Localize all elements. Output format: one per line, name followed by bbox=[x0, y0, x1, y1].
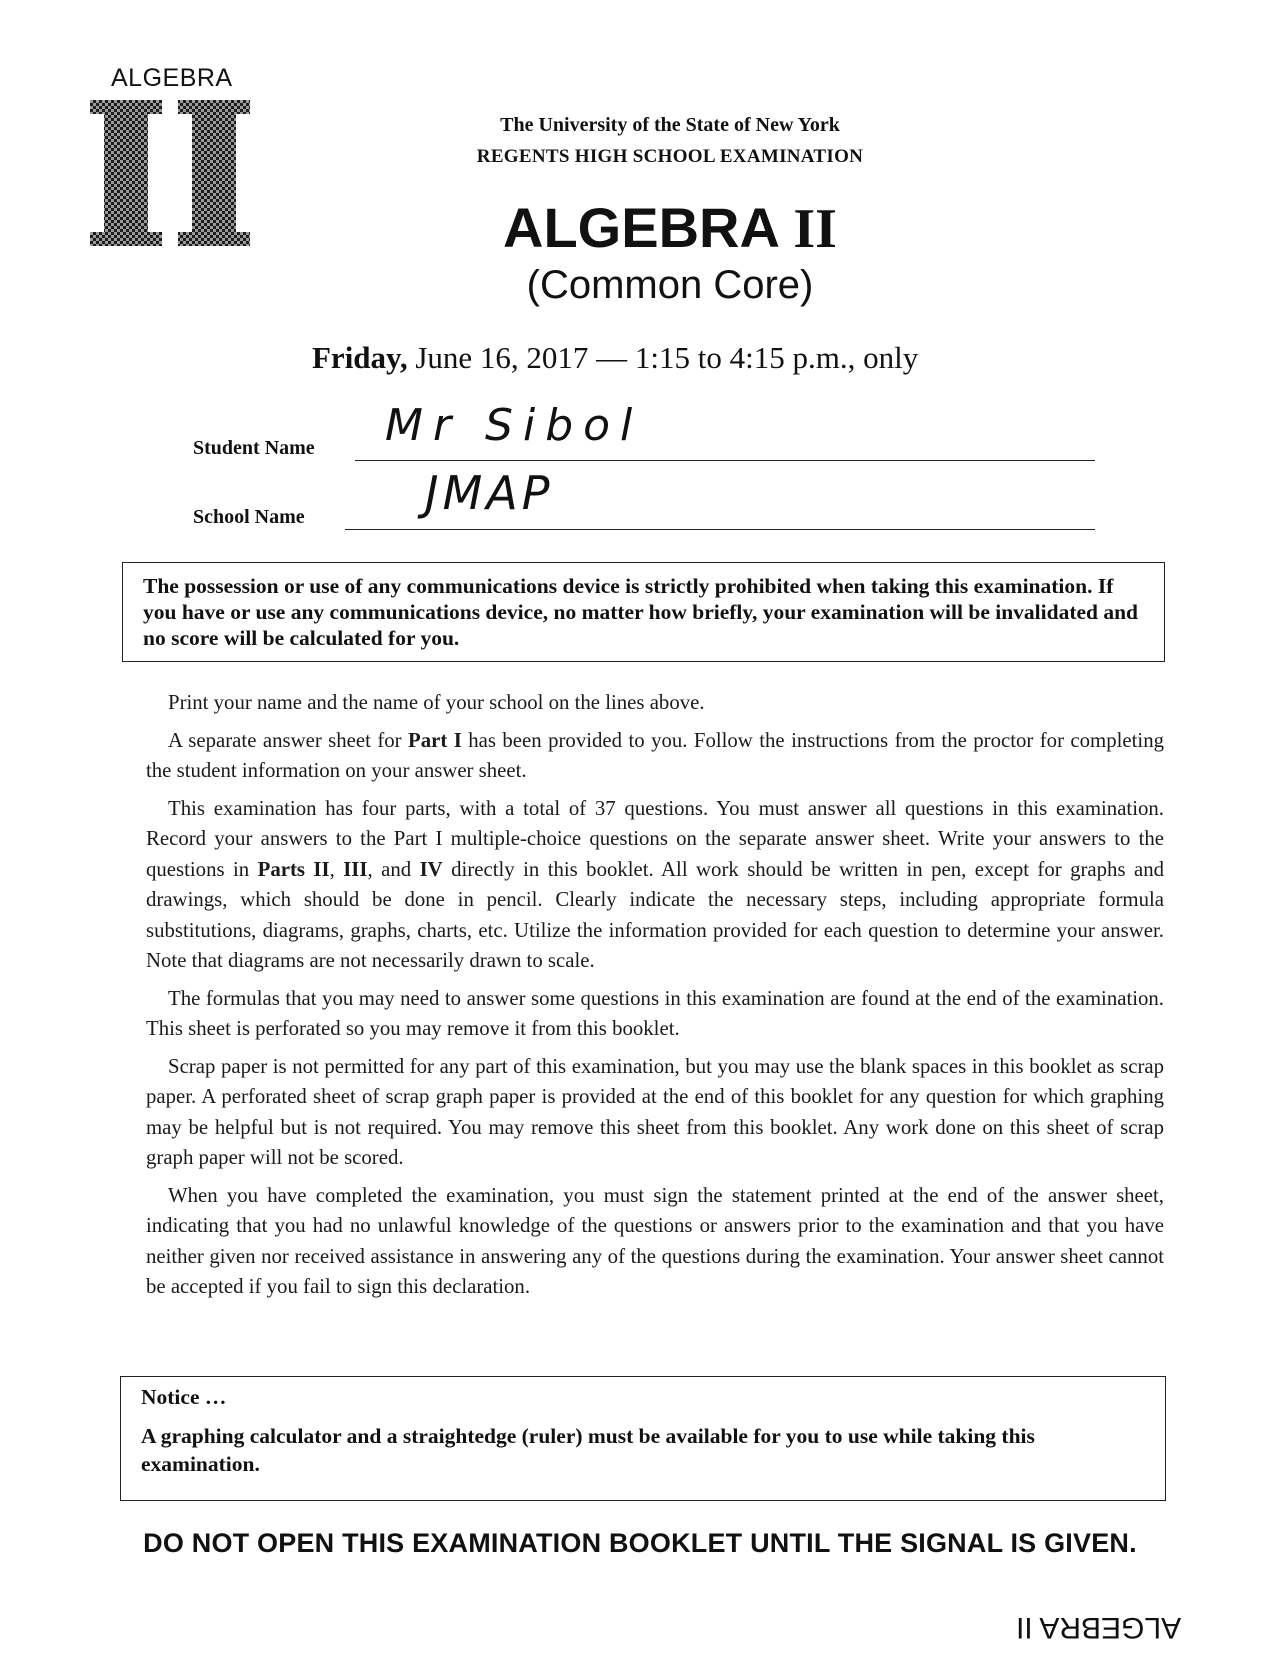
corner-label: ALGEBRA bbox=[111, 64, 233, 92]
school-name-handwriting: JMAP bbox=[425, 466, 554, 520]
notice-box bbox=[120, 1376, 1166, 1501]
exam-date-time: June 16, 2017 — 1:15 to 4:15 p.m., only bbox=[407, 340, 919, 375]
instruction-paragraph: A separate answer sheet for Part I has been provided to you. Follow the instructions from the proctor for completing the student information on your answer sheet. bbox=[146, 728, 1164, 782]
instruction-paragraph: When you have completed the examination, you must sign the statement printed at the end of the answer sheet, indicating that you had no unlawful knowledge of the questions or answers prior to the examination and that you have neither given nor received assistance in answering any of the questions during the examination. Your answer sheet cannot be accepted if you fail to sign this declaration. bbox=[146, 1183, 1164, 1298]
exam-subtitle: (Common Core) bbox=[526, 263, 814, 307]
instruction-paragraph: Print your name and the name of your school on the lines above. bbox=[168, 691, 705, 714]
school-name-line[interactable] bbox=[345, 529, 1095, 530]
communications-device-warning: The possession or use of any communications device is strictly prohibited when taking this examination. If you have or use any communications device, no matter how briefly, your examination will be invalidated and no score will be calculated for you. bbox=[122, 562, 1165, 662]
exam-title-word: ALGEBRA bbox=[503, 196, 778, 259]
instruction-paragraph: Scrap paper is not permitted for any part of this examination, but you may use the blank spaces in this booklet as scrap paper. A perforated sheet of scrap graph paper is provided at the end of this booklet for any question for which graphing may be helpful but is not required. You may remove this sheet from this booklet. Any work done on this sheet of scrap graph paper will not be scored. bbox=[146, 1054, 1164, 1169]
do-not-open-warning: DO NOT OPEN THIS EXAMINATION BOOKLET UNTIL THE SIGNAL IS GIVEN. bbox=[143, 1528, 1137, 1558]
notice-title: Notice … bbox=[141, 1385, 227, 1409]
student-name-line[interactable] bbox=[355, 460, 1095, 461]
student-name-handwriting: Mr Sibol bbox=[385, 400, 643, 451]
exam-day: Friday, bbox=[312, 340, 408, 375]
instruction-paragraph: The formulas that you may need to answer some questions in this examination are found at the end of the examination. This sheet is perforated so you may remove it from this booklet. bbox=[146, 986, 1164, 1040]
logo-text: II bbox=[169, 195, 171, 196]
exam-date-line bbox=[200, 340, 1200, 376]
notice-body: A graphing calculator and a straightedge (ruler) must be available for you to use while taking this examination. bbox=[141, 1424, 1035, 1476]
student-name-label: Student Name bbox=[193, 437, 315, 459]
instructions bbox=[146, 688, 1164, 1310]
exam-type: REGENTS HIGH SCHOOL EXAMINATION bbox=[476, 146, 864, 167]
footer-flipped-label: ALGEBRA II bbox=[1016, 1611, 1182, 1644]
algebra-ii-logo bbox=[90, 100, 260, 255]
roman-numeral-two-icon bbox=[90, 100, 260, 250]
instruction-paragraph: This examination has four parts, with a total of 37 questions. You must answer all questions in this examination. Record your answers to the Part I multiple-choice questions on the separate answer sheet. Write your answers to the questions in Parts II, III, and IV directly in this booklet. All work should be written in pen, except for graphs and drawings, which should be done in pencil. Clearly indicate the necessary steps, including appropriate formula substitutions, diagrams, graphs, charts, etc. Utilize the information provided for each question to determine your answer. Note that diagrams are not necessarily drawn to scale. bbox=[146, 796, 1164, 972]
exam-title-numeral: II bbox=[793, 198, 837, 260]
exam-title bbox=[360, 195, 980, 261]
school-name-label: School Name bbox=[193, 506, 305, 528]
university-name: The University of the State of New York bbox=[500, 114, 840, 136]
